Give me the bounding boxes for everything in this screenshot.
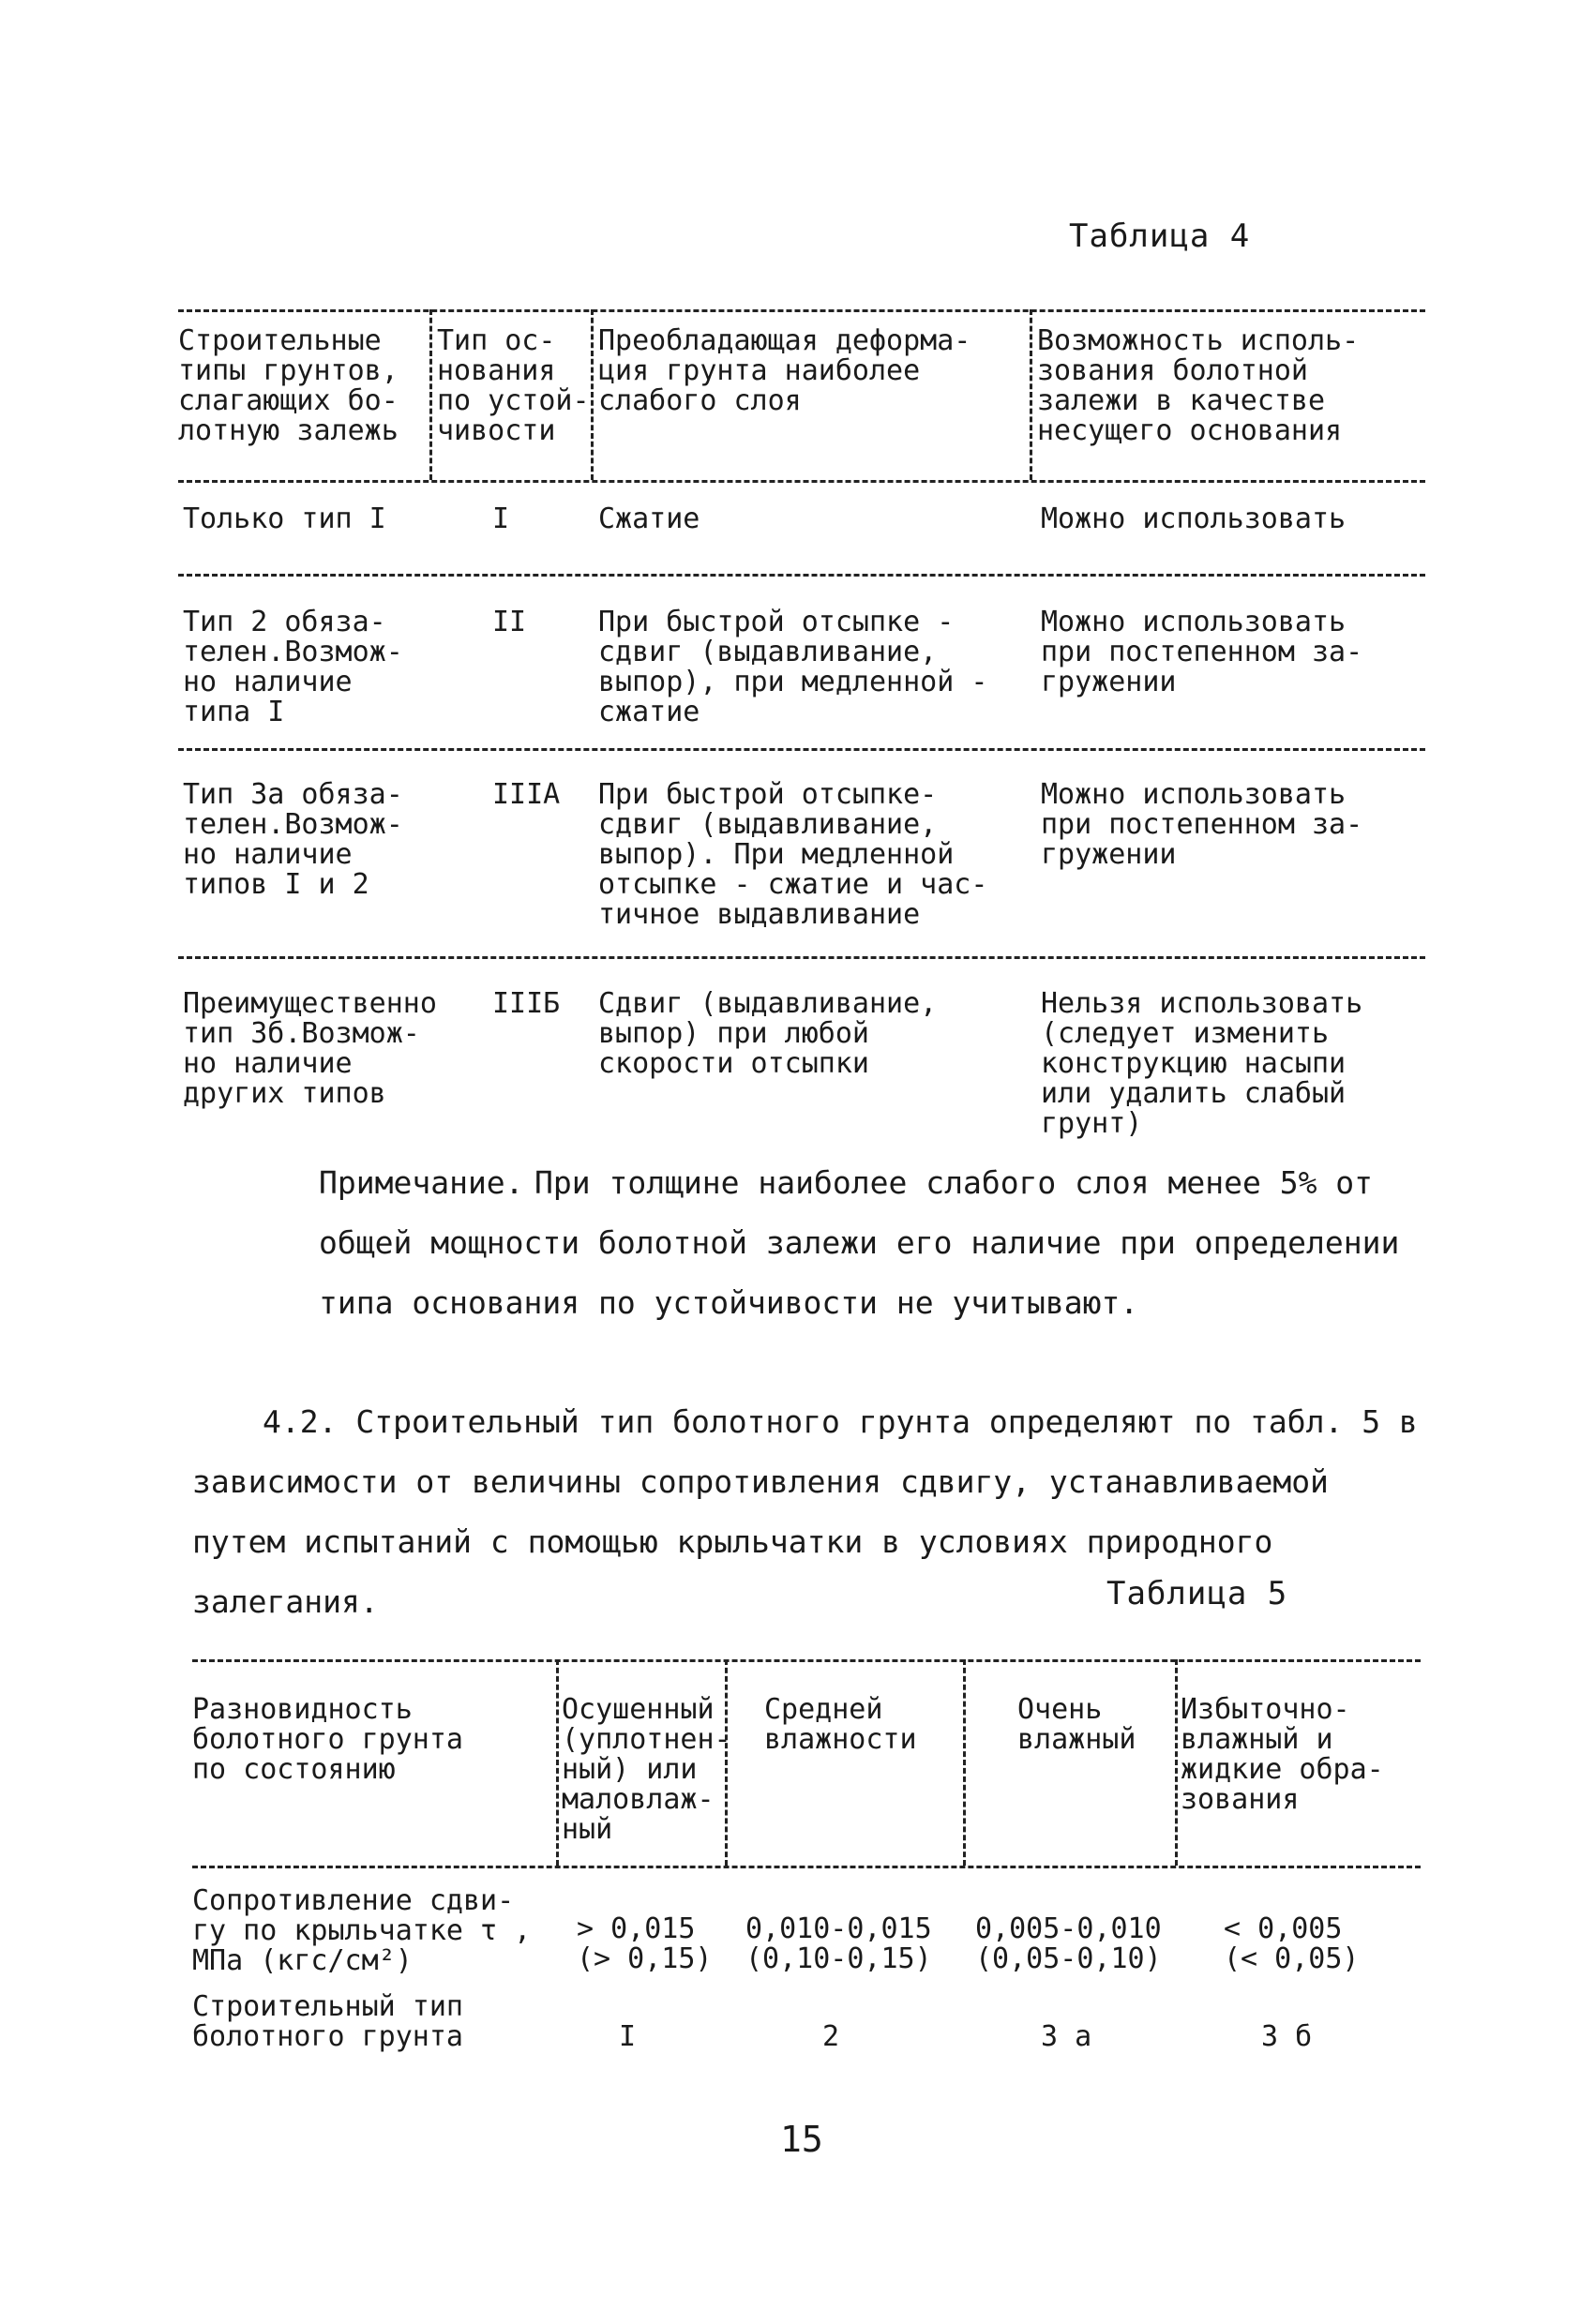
table-4-row-3-type: IIIА [492, 778, 561, 811]
table-4-row-4-soil: Преимущественно тип 3б.Возмож- но наличие других типов [183, 987, 437, 1110]
table-divider [178, 748, 1425, 751]
column-divider [1175, 1659, 1178, 1866]
table-4-caption: Таблица 4 [1069, 217, 1251, 255]
table-4-row-2-type: II [492, 606, 527, 638]
table-divider [178, 574, 1425, 577]
table-4-row-1-soil: Только тип I [183, 502, 386, 535]
table-4-row-4-usability: Нельзя использовать (следует изменить конструкцию насыпи или удалить слабый грунт) [1041, 987, 1363, 1140]
table-divider [178, 956, 1425, 959]
table-4-row-2-usability: Можно использовать при постепенном за- гружении [1041, 606, 1363, 698]
table-4-row-3-soil: Тип 3а обяза- телен.Возмож- но наличие типов I и 2 [183, 778, 403, 901]
table-divider [178, 480, 1425, 483]
table-5-row-1-excess: < 0,005 (< 0,05) [1224, 1912, 1360, 1975]
table-5-header-very-wet: Очень влажный [1017, 1693, 1136, 1756]
table-5-row-2-label: Строительный тип болотного грунта [192, 1990, 463, 2053]
column-divider [1030, 309, 1032, 480]
table-divider [178, 309, 1425, 312]
page-number: 15 [780, 2119, 823, 2160]
table-4-header-usability: Возможность исполь- зования болотной залежи в качестве несущего основания [1037, 324, 1360, 447]
column-divider [429, 309, 432, 480]
table-4-row-2-soil: Тип 2 обяза- телен.Возмож- но наличие типа I [183, 606, 403, 728]
table-4-row-1-usability: Можно использовать [1041, 502, 1347, 535]
table-4-row-2-deformation: При быстрой отсыпке - сдвиг (выдавливание, выпор), при медленной - сжатие [598, 606, 988, 728]
table-4-row-4-deformation: Сдвиг (выдавливание, выпор) при любой скорости отсыпки [598, 987, 938, 1080]
table-5-header-excess: Избыточно- влажный и жидкие обра- зования [1181, 1693, 1384, 1816]
table-5-row-2-very-wet: 3 а [1041, 2020, 1092, 2053]
table-4-row-3-deformation: При быстрой отсыпке- сдвиг (выдавливание, выпор). При медленной отсыпке - сжатие и час- тичное выдавливание [598, 778, 988, 931]
paragraph-4-2: 4.2. Строительный тип болотного грунта определяют по табл. 5 в зависимости от величины сопротивления сдвигу, устанавливаемой путем испытаний с помощью крыльчатки в условиях природного залегания. [192, 1403, 1418, 1620]
table-4-row-3-usability: Можно использовать при постепенном за- гружении [1041, 778, 1363, 871]
table-5-row-1-label: Сопротивление сдви- гу по крыльчатке τ , МПа (кгс/см²) [192, 1884, 532, 1977]
note-label: Примечание. [319, 1164, 524, 1201]
table-4-row-1-type: I [492, 502, 510, 535]
table-5-caption: Таблица 5 [1106, 1575, 1288, 1612]
table-5-header-variety: Разновидность болотного грунта по состоянию [192, 1693, 463, 1786]
table-5-row-2-medium: 2 [822, 2020, 840, 2053]
table-4-row-4-type: IIIБ [492, 987, 561, 1020]
table-4-header-soil-types: Строительные типы грунтов, слагающих бо- лотную залежь [178, 324, 399, 447]
table-4-header-base-type: Тип ос- нования по устой- чивости [437, 324, 590, 447]
table-5-header-medium: Средней влажности [764, 1693, 917, 1756]
table-5-row-2-dried: I [619, 2020, 637, 2053]
table-5-row-1-dried: > 0,015 (> 0,15) [577, 1912, 713, 1975]
table-5-row-1-medium: 0,010-0,015 (0,10-0,15) [745, 1912, 932, 1975]
table-5-row-1-very-wet: 0,005-0,010 (0,05-0,10) [975, 1912, 1162, 1975]
column-divider [556, 1659, 559, 1866]
note-text: При толщине наиболее слабого слоя менее 5% от общей мощности болотной залежи его наличие при определении типа основания по устойчивости не учитывают. [319, 1164, 1400, 1321]
table-5-row-2-excess: 3 б [1261, 2020, 1313, 2053]
table-divider [192, 1866, 1421, 1868]
table-4-header-deformation: Преобладающая деформа- ция грунта наиболее слабого слоя [598, 324, 971, 417]
table-divider [192, 1659, 1421, 1662]
table-4-row-1-deformation: Сжатие [598, 502, 700, 535]
column-divider [591, 309, 594, 480]
column-divider [963, 1659, 966, 1866]
table-5-header-dried: Осушенный (уплотнен- ный) или маловлаж- ный [562, 1693, 731, 1846]
